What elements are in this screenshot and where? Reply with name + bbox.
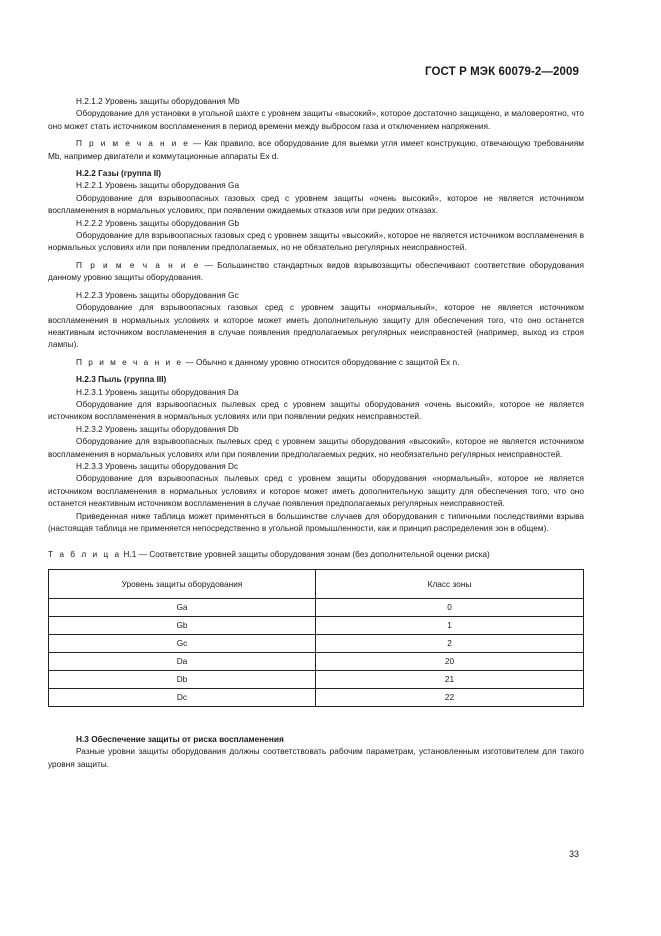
table-cell: 2 (316, 634, 584, 652)
section-heading-h233: Н.2.3.3 Уровень защиты оборудования Dc (76, 460, 239, 471)
section-heading-h232: Н.2.3.2 Уровень защиты оборудования Db (76, 423, 239, 434)
table-cell: Db (49, 670, 316, 688)
table-header-row (49, 569, 584, 598)
note-label: П р и м е ч а н и е (76, 259, 201, 270)
table-row (49, 688, 584, 706)
table-row (49, 652, 584, 670)
section-text-h233: Оборудование для взрывоопасных пылевых сред с уровнем защиты оборудования «нормальный», которое не является источником воспламенения в нормальных условиях и которое может иметь дополнительную защиту для обеспечения того, что оно останется неактивным источником воспламенения в случае появления предполагаемых регулярных неисправностей. (48, 473, 584, 509)
note-h223 (48, 356, 584, 368)
section-heading-h223: Н.2.2.3 Уровень защиты оборудования Gc (76, 289, 239, 300)
table-cell: Da (49, 652, 316, 670)
section-text-h231: Оборудование для взрывоопасных пылевых сред с уровнем защиты оборудования «очень высокий», которое не является источником воспламенения в нормальных условиях или при появлении редких неисправностей. (48, 398, 584, 422)
table-cell: 0 (316, 598, 584, 616)
section-heading-h22: Н.2.2 Газы (группа II) (76, 168, 162, 179)
note-text: — Большинство стандартных видов взрывозащиты обеспечивают соответствие оборудования данному уровню защиты оборудования. (48, 259, 584, 283)
table-row (49, 598, 584, 616)
table-header-cell: Класс зоны (316, 569, 584, 598)
section-text-h3: Разные уровни защиты оборудования должны соответствовать рабочим параметрам, установленным изготовителем для такого уровня защиты. (48, 746, 584, 769)
note-label: П р и м е ч а н и е (76, 356, 184, 367)
table-caption-label: Т а б л и ц а (48, 549, 122, 560)
section-heading-h222: Н.2.2.2 Уровень защиты оборудования Gb (76, 217, 240, 228)
note-text: — Как правило, все оборудование для выемки угля имеет конструкцию, отвечающую требованиям Mb, например двигатели и коммутационные аппараты Ex d. (48, 138, 585, 161)
document-id: ГОСТ Р МЭК 60079-2—2009 (425, 66, 579, 78)
table-cell: Gc (49, 634, 316, 652)
zone-table (48, 569, 584, 707)
section-text-h223: Оборудование для взрывоопасных газовых сред с уровнем защиты «нормальный», которое не является источником воспламенения в нормальных условиях и которое может иметь дополнительную защиту для обеспечения того, что оно останется неактивным источником воспламенения в случае появления предполагаемых регулярных неисправностей (например, выход из строя лампы). (48, 302, 584, 350)
section-heading-h221: Н.2.2.1 Уровень защиты оборудования Ga (76, 180, 240, 191)
section-text-h233-2: Приведенная ниже таблица может применяться в большинстве случаев для оборудования с типичными последствиями взрыва (настоящая таблица не применяется непосредственно в угольной промышленности, как и принцип распределения зон в общем). (48, 510, 584, 533)
table-row (49, 616, 584, 634)
section-text-h232: Оборудование для взрывоопасных пылевых сред с уровнем защиты оборудования «высокий», которое не является источником воспламенения в нормальных условиях или при появлении предполагаемых редких, но необязательно регулярных неисправностей. (48, 436, 584, 459)
table-cell: Gb (49, 616, 316, 634)
table-cell: 21 (316, 670, 584, 688)
document-body (48, 95, 584, 770)
table-cell: Ga (49, 598, 316, 616)
section-text-h222: Оборудование для взрывоопасных газовых сред с уровнем защиты «высокий», которое не является источником воспламенения в нормальных условиях или при появлении предполагаемых, но не обязательно регулярных неисправностей. (48, 230, 584, 253)
table-header-cell: Уровень защиты оборудования (49, 569, 316, 598)
table-cell: 1 (316, 616, 584, 634)
table-row (49, 634, 584, 652)
section-heading-h3: Н.3 Обеспечение защиты от риска воспламенения (76, 733, 284, 744)
table-caption-text: Н.1 — Соответствие уровней защиты оборудования зонам (без дополнительной оценки риска) (121, 549, 490, 560)
section-heading-h23: Н.2.3 Пыль (группа III) (76, 374, 167, 385)
note-text: — Обычно к данному уровню относится оборудование с защитой Ex n. (183, 356, 460, 367)
table-row (49, 670, 584, 688)
section-text-h212: Оборудование для установки в угольной шахте с уровнем защиты «высокий», которое достаточно защищено, и маловероятно, что оно может стать источником воспламенения в период времени между выбросом газа и отключением напряжения. (48, 108, 584, 131)
table-cell: Dc (49, 688, 316, 706)
table-cell: 22 (316, 688, 584, 706)
page-number: 33 (568, 849, 579, 859)
section-text-h221: Оборудование для взрывоопасных газовых сред с уровнем защиты «очень высокий», которое не является источником воспламенения в нормальных условиях, при появлении ожидаемых отказов или при редких отказах. (48, 192, 584, 216)
note-label: П р и м е ч а н и е (76, 138, 190, 149)
note-h212 (48, 137, 584, 162)
section-heading-h212: Н.2.1.2 Уровень защиты оборудования Mb (76, 96, 240, 106)
table-cell: 20 (316, 652, 584, 670)
table-caption (48, 548, 584, 560)
note-h222 (48, 259, 584, 284)
section-heading-h231: Н.2.3.1 Уровень защиты оборудования Da (76, 386, 239, 397)
